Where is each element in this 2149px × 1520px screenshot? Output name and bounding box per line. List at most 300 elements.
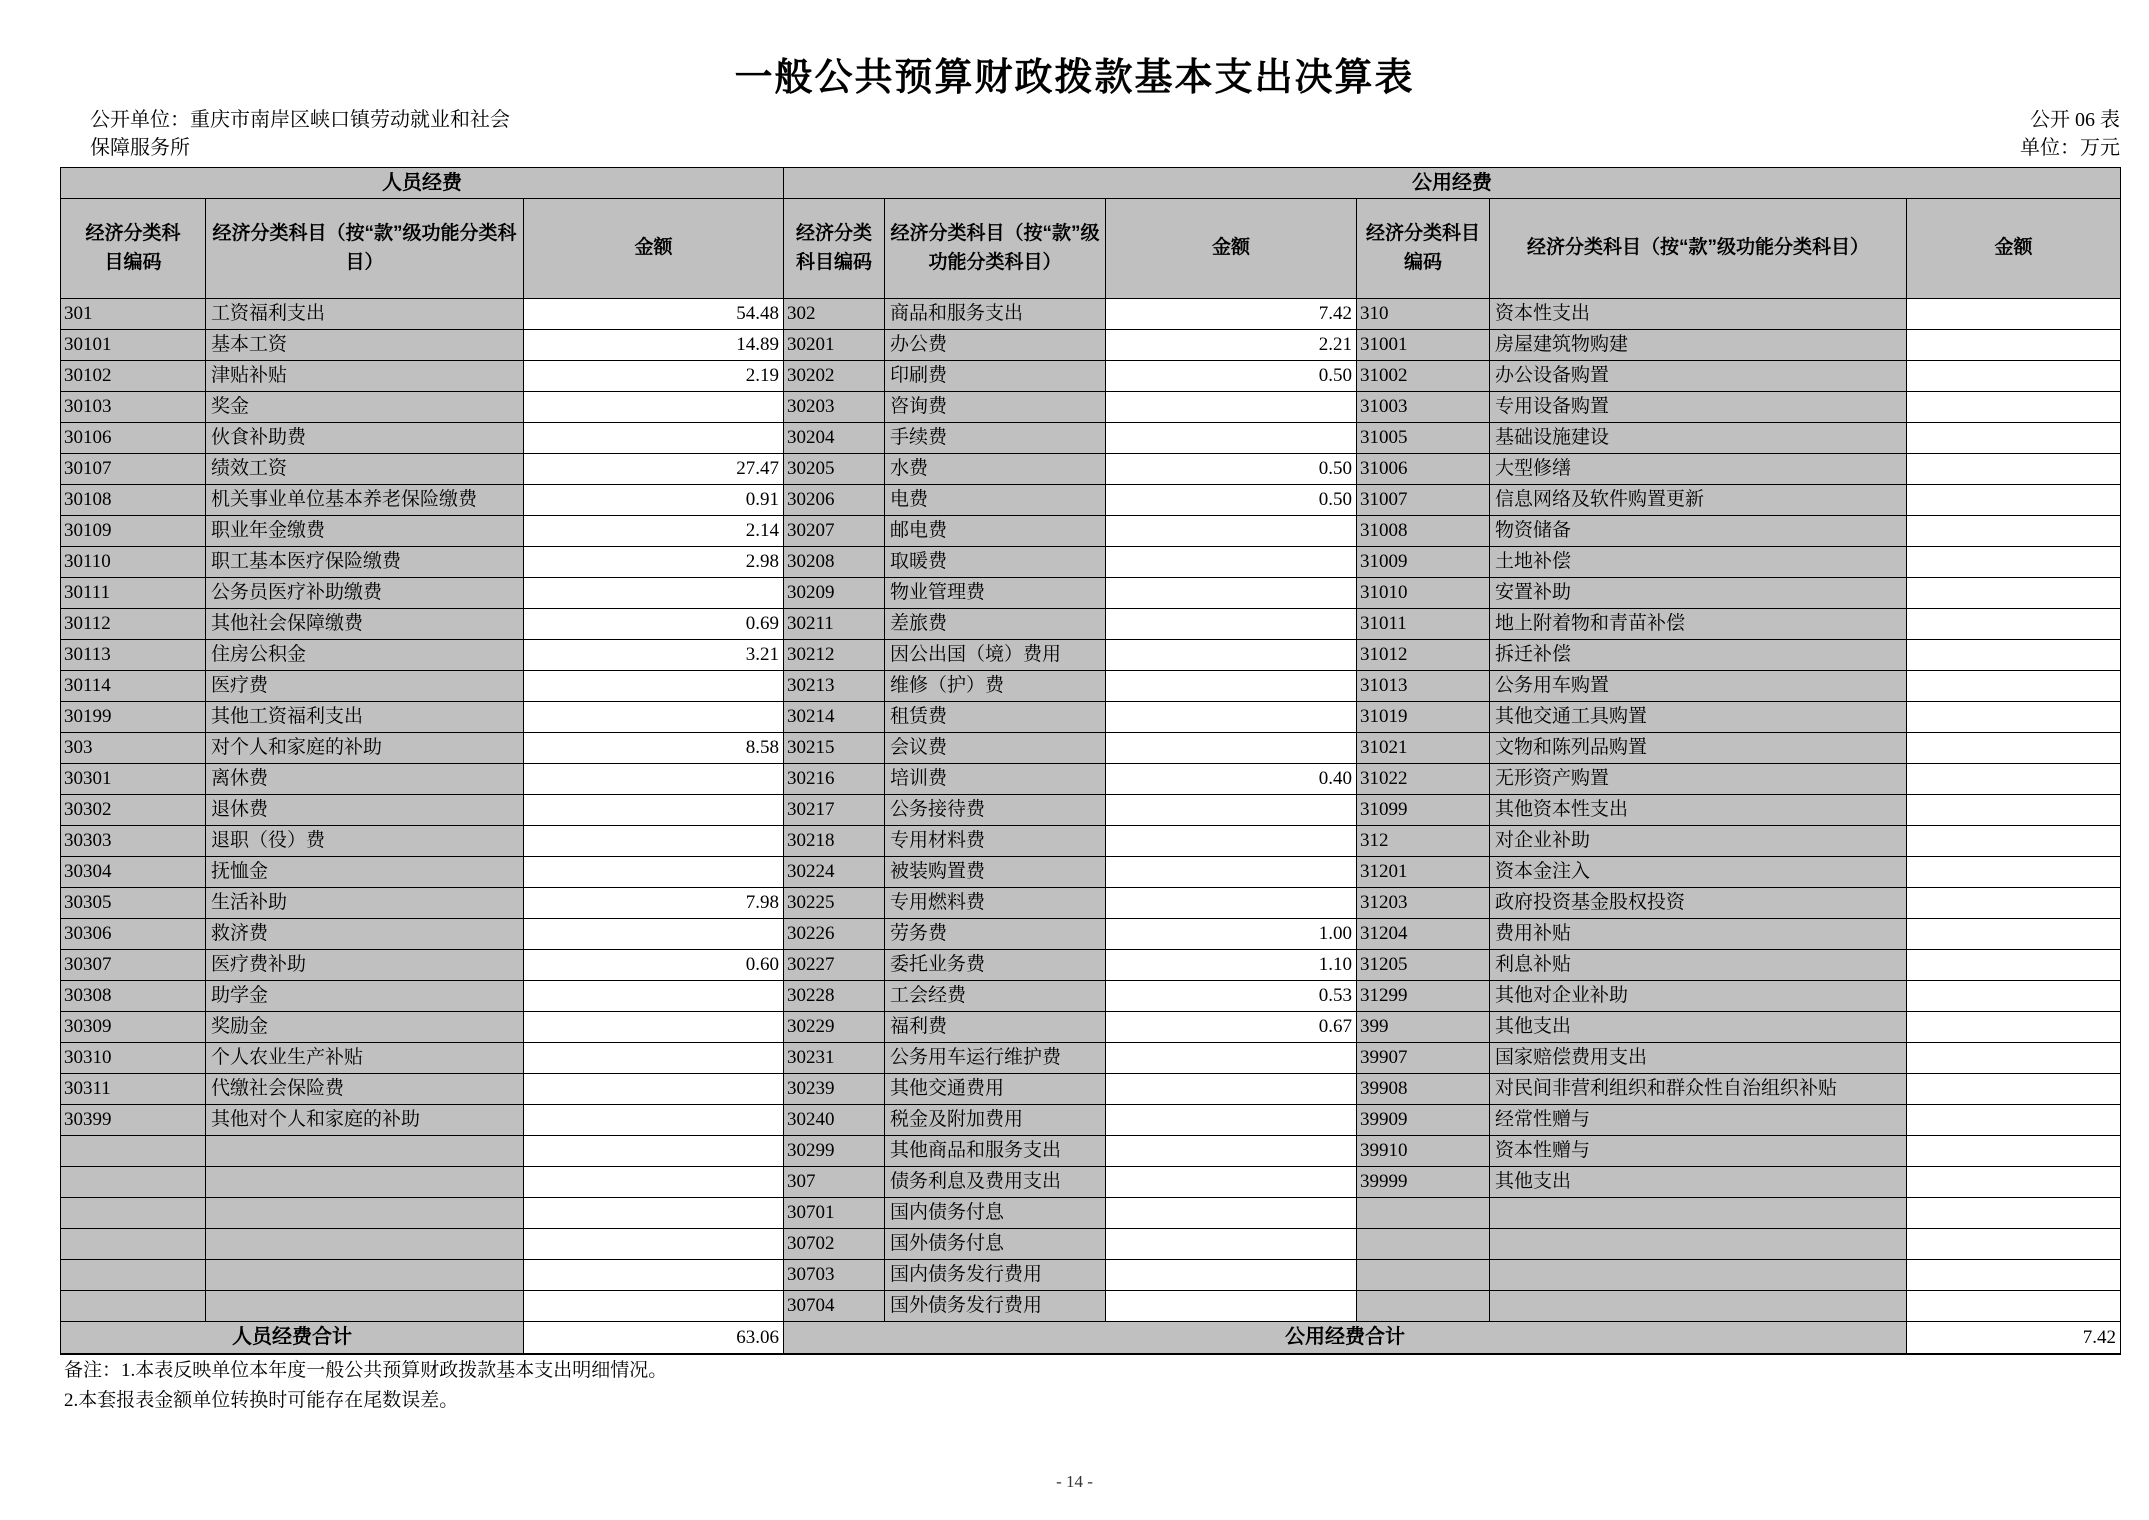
cell-subject bbox=[206, 1136, 524, 1167]
cell-subject: 医疗费补助 bbox=[206, 950, 524, 981]
cell-code: 30112 bbox=[61, 609, 206, 640]
personnel-total-label: 人员经费合计 bbox=[61, 1322, 524, 1355]
cell-amount bbox=[1907, 671, 2121, 702]
table-row bbox=[61, 733, 2121, 764]
cell-code: 31005 bbox=[1357, 423, 1490, 454]
cell-code: 30215 bbox=[784, 733, 885, 764]
cell-code: 30305 bbox=[61, 888, 206, 919]
table-row bbox=[61, 640, 2121, 671]
cell-subject: 拆迁补偿 bbox=[1490, 640, 1907, 671]
cell-code: 31204 bbox=[1357, 919, 1490, 950]
cell-code: 30308 bbox=[61, 981, 206, 1012]
cell-amount bbox=[1106, 423, 1357, 454]
cell-subject: 职工基本医疗保险缴费 bbox=[206, 547, 524, 578]
cell-subject: 退休费 bbox=[206, 795, 524, 826]
cell-code bbox=[61, 1136, 206, 1167]
cell-code: 30109 bbox=[61, 516, 206, 547]
notes bbox=[64, 1356, 667, 1416]
cell-amount bbox=[524, 1291, 784, 1322]
col-header-amount-2: 金额 bbox=[1106, 199, 1357, 299]
cell-code: 30217 bbox=[784, 795, 885, 826]
table-row bbox=[61, 857, 2121, 888]
cell-amount bbox=[1907, 1167, 2121, 1198]
table-row bbox=[61, 392, 2121, 423]
cell-amount bbox=[1106, 671, 1357, 702]
cell-amount bbox=[524, 1043, 784, 1074]
cell-amount bbox=[1106, 733, 1357, 764]
cell-code bbox=[61, 1260, 206, 1291]
table-row bbox=[61, 795, 2121, 826]
cell-subject: 债务利息及费用支出 bbox=[885, 1167, 1106, 1198]
cell-amount: 0.91 bbox=[524, 485, 784, 516]
cell-amount bbox=[1907, 702, 2121, 733]
cell-code: 31007 bbox=[1357, 485, 1490, 516]
cell-subject: 国外债务发行费用 bbox=[885, 1291, 1106, 1322]
public-total-label: 公用经费合计 bbox=[784, 1322, 1907, 1355]
cell-amount: 2.19 bbox=[524, 361, 784, 392]
public-total-value: 7.42 bbox=[1907, 1322, 2121, 1355]
cell-code: 30302 bbox=[61, 795, 206, 826]
cell-code: 30207 bbox=[784, 516, 885, 547]
cell-amount bbox=[524, 1105, 784, 1136]
cell-subject: 被装购置费 bbox=[885, 857, 1106, 888]
cell-amount bbox=[524, 826, 784, 857]
cell-subject: 绩效工资 bbox=[206, 454, 524, 485]
table-row bbox=[61, 299, 2121, 330]
cell-code: 31012 bbox=[1357, 640, 1490, 671]
cell-code: 39908 bbox=[1357, 1074, 1490, 1105]
cell-subject: 资本性赠与 bbox=[1490, 1136, 1907, 1167]
cell-code bbox=[1357, 1229, 1490, 1260]
cell-code: 31022 bbox=[1357, 764, 1490, 795]
cell-subject: 经常性赠与 bbox=[1490, 1105, 1907, 1136]
cell-amount: 0.40 bbox=[1106, 764, 1357, 795]
cell-amount bbox=[1106, 1291, 1357, 1322]
cell-code: 30102 bbox=[61, 361, 206, 392]
cell-amount: 2.14 bbox=[524, 516, 784, 547]
cell-code: 30218 bbox=[784, 826, 885, 857]
section-header-row bbox=[61, 168, 2121, 199]
cell-subject bbox=[206, 1229, 524, 1260]
cell-subject: 对个人和家庭的补助 bbox=[206, 733, 524, 764]
cell-amount bbox=[524, 981, 784, 1012]
cell-code: 30101 bbox=[61, 330, 206, 361]
cell-subject: 劳务费 bbox=[885, 919, 1106, 950]
cell-amount bbox=[1907, 609, 2121, 640]
cell-subject bbox=[1490, 1260, 1907, 1291]
cell-subject: 维修（护）费 bbox=[885, 671, 1106, 702]
cell-amount: 1.00 bbox=[1106, 919, 1357, 950]
cell-subject: 信息网络及软件购置更新 bbox=[1490, 485, 1907, 516]
cell-code: 30202 bbox=[784, 361, 885, 392]
cell-code: 399 bbox=[1357, 1012, 1490, 1043]
cell-amount bbox=[1106, 1136, 1357, 1167]
cell-subject: 手续费 bbox=[885, 423, 1106, 454]
cell-subject: 公务用车运行维护费 bbox=[885, 1043, 1106, 1074]
cell-amount bbox=[524, 702, 784, 733]
cell-subject: 其他支出 bbox=[1490, 1012, 1907, 1043]
cell-subject: 退职（役）费 bbox=[206, 826, 524, 857]
cell-code: 30211 bbox=[784, 609, 885, 640]
cell-code: 30201 bbox=[784, 330, 885, 361]
cell-code: 30701 bbox=[784, 1198, 885, 1229]
cell-amount bbox=[524, 764, 784, 795]
cell-amount bbox=[1907, 1198, 2121, 1229]
cell-amount: 54.48 bbox=[524, 299, 784, 330]
col-header-code-1: 经济分类科目编码 bbox=[61, 199, 206, 299]
cell-amount bbox=[524, 919, 784, 950]
cell-subject: 文物和陈列品购置 bbox=[1490, 733, 1907, 764]
cell-subject bbox=[206, 1291, 524, 1322]
cell-subject: 基本工资 bbox=[206, 330, 524, 361]
table-row bbox=[61, 981, 2121, 1012]
table-row bbox=[61, 764, 2121, 795]
cell-amount: 0.53 bbox=[1106, 981, 1357, 1012]
cell-amount bbox=[1907, 1043, 2121, 1074]
cell-code bbox=[1357, 1260, 1490, 1291]
table-row bbox=[61, 361, 2121, 392]
cell-amount bbox=[1907, 516, 2121, 547]
table-row bbox=[61, 485, 2121, 516]
page-title: 一般公共预算财政拨款基本支出决算表 bbox=[734, 57, 1415, 99]
cell-code: 30114 bbox=[61, 671, 206, 702]
cell-amount bbox=[1106, 795, 1357, 826]
cell-subject: 水费 bbox=[885, 454, 1106, 485]
table-row bbox=[61, 1012, 2121, 1043]
cell-subject: 专用材料费 bbox=[885, 826, 1106, 857]
personnel-total-value: 63.06 bbox=[524, 1322, 784, 1355]
cell-subject: 国内债务发行费用 bbox=[885, 1260, 1106, 1291]
cell-amount: 3.21 bbox=[524, 640, 784, 671]
cell-subject: 租赁费 bbox=[885, 702, 1106, 733]
cell-code: 30225 bbox=[784, 888, 885, 919]
cell-code: 39910 bbox=[1357, 1136, 1490, 1167]
cell-code: 30229 bbox=[784, 1012, 885, 1043]
table-row bbox=[61, 1105, 2121, 1136]
cell-subject: 其他社会保障缴费 bbox=[206, 609, 524, 640]
table-meta bbox=[2020, 106, 2120, 162]
cell-subject: 差旅费 bbox=[885, 609, 1106, 640]
table-row bbox=[61, 454, 2121, 485]
cell-code: 30306 bbox=[61, 919, 206, 950]
budget-table bbox=[60, 167, 2121, 1355]
cell-amount bbox=[1106, 1198, 1357, 1229]
cell-code bbox=[61, 1198, 206, 1229]
cell-amount bbox=[1907, 547, 2121, 578]
cell-subject: 其他交通费用 bbox=[885, 1074, 1106, 1105]
cell-amount bbox=[1907, 392, 2121, 423]
cell-code: 30703 bbox=[784, 1260, 885, 1291]
cell-amount bbox=[1907, 950, 2121, 981]
cell-code: 31006 bbox=[1357, 454, 1490, 485]
cell-subject: 伙食补助费 bbox=[206, 423, 524, 454]
cell-code: 30107 bbox=[61, 454, 206, 485]
cell-code: 31008 bbox=[1357, 516, 1490, 547]
cell-code: 30205 bbox=[784, 454, 885, 485]
cell-code bbox=[61, 1167, 206, 1198]
cell-code: 30199 bbox=[61, 702, 206, 733]
cell-code: 31019 bbox=[1357, 702, 1490, 733]
cell-amount bbox=[1907, 1136, 2121, 1167]
cell-subject: 办公设备购置 bbox=[1490, 361, 1907, 392]
cell-code: 30214 bbox=[784, 702, 885, 733]
cell-code: 30231 bbox=[784, 1043, 885, 1074]
cell-code: 31003 bbox=[1357, 392, 1490, 423]
cell-subject: 邮电费 bbox=[885, 516, 1106, 547]
cell-amount bbox=[1907, 299, 2121, 330]
col-header-code-2: 经济分类科目编码 bbox=[784, 199, 885, 299]
cell-amount bbox=[1106, 392, 1357, 423]
cell-subject: 救济费 bbox=[206, 919, 524, 950]
table-row bbox=[61, 702, 2121, 733]
cell-amount: 0.50 bbox=[1106, 454, 1357, 485]
cell-code bbox=[61, 1291, 206, 1322]
cell-subject: 商品和服务支出 bbox=[885, 299, 1106, 330]
cell-subject: 其他交通工具购置 bbox=[1490, 702, 1907, 733]
cell-amount bbox=[524, 1198, 784, 1229]
cell-subject: 医疗费 bbox=[206, 671, 524, 702]
cell-amount bbox=[524, 1167, 784, 1198]
table-row bbox=[61, 1136, 2121, 1167]
cell-amount bbox=[1106, 516, 1357, 547]
cell-amount bbox=[1106, 547, 1357, 578]
cell-subject: 机关事业单位基本养老保险缴费 bbox=[206, 485, 524, 516]
cell-amount bbox=[1106, 888, 1357, 919]
cell-code: 30108 bbox=[61, 485, 206, 516]
cell-subject bbox=[206, 1167, 524, 1198]
cell-amount: 0.50 bbox=[1106, 485, 1357, 516]
cell-code: 31013 bbox=[1357, 671, 1490, 702]
cell-amount bbox=[1907, 1229, 2121, 1260]
cell-amount: 7.42 bbox=[1106, 299, 1357, 330]
cell-amount bbox=[1106, 1074, 1357, 1105]
cell-amount: 2.98 bbox=[524, 547, 784, 578]
cell-subject: 税金及附加费用 bbox=[885, 1105, 1106, 1136]
cell-code: 30209 bbox=[784, 578, 885, 609]
cell-amount bbox=[1907, 1105, 2121, 1136]
cell-subject: 抚恤金 bbox=[206, 857, 524, 888]
cell-subject: 其他对个人和家庭的补助 bbox=[206, 1105, 524, 1136]
cell-code bbox=[1357, 1198, 1490, 1229]
cell-amount bbox=[1907, 640, 2121, 671]
cell-amount bbox=[524, 578, 784, 609]
col-header-subject-3: 经济分类科目（按“款”级功能分类科目） bbox=[1490, 199, 1907, 299]
cell-code: 31002 bbox=[1357, 361, 1490, 392]
cell-subject: 公务用车购置 bbox=[1490, 671, 1907, 702]
table-row bbox=[61, 1291, 2121, 1322]
table-row bbox=[61, 609, 2121, 640]
cell-code: 301 bbox=[61, 299, 206, 330]
table-row bbox=[61, 826, 2121, 857]
cell-amount bbox=[1106, 1105, 1357, 1136]
cell-code: 30301 bbox=[61, 764, 206, 795]
cell-code: 30110 bbox=[61, 547, 206, 578]
cell-code: 39907 bbox=[1357, 1043, 1490, 1074]
cell-subject: 对企业补助 bbox=[1490, 826, 1907, 857]
cell-amount bbox=[1907, 733, 2121, 764]
cell-code: 31021 bbox=[1357, 733, 1490, 764]
cell-subject: 离休费 bbox=[206, 764, 524, 795]
table-row bbox=[61, 1167, 2121, 1198]
cell-code: 30208 bbox=[784, 547, 885, 578]
cell-amount bbox=[1106, 1229, 1357, 1260]
cell-amount bbox=[1106, 826, 1357, 857]
unit-label: 单位：万元 bbox=[2020, 137, 2120, 159]
cell-subject: 专用设备购置 bbox=[1490, 392, 1907, 423]
cell-code: 30203 bbox=[784, 392, 885, 423]
page-number: - 14 - bbox=[1056, 1472, 1093, 1491]
cell-subject: 大型修缮 bbox=[1490, 454, 1907, 485]
cell-amount: 1.10 bbox=[1106, 950, 1357, 981]
cell-amount bbox=[1907, 578, 2121, 609]
cell-amount: 7.98 bbox=[524, 888, 784, 919]
cell-subject: 助学金 bbox=[206, 981, 524, 1012]
cell-code: 31010 bbox=[1357, 578, 1490, 609]
cell-amount bbox=[1106, 609, 1357, 640]
cell-subject: 因公出国（境）费用 bbox=[885, 640, 1106, 671]
cell-code: 30228 bbox=[784, 981, 885, 1012]
cell-subject: 培训费 bbox=[885, 764, 1106, 795]
cell-subject: 其他工资福利支出 bbox=[206, 702, 524, 733]
section-header-public: 公用经费 bbox=[784, 168, 2121, 199]
cell-subject: 专用燃料费 bbox=[885, 888, 1106, 919]
cell-code: 30304 bbox=[61, 857, 206, 888]
table-row bbox=[61, 330, 2121, 361]
cell-code: 31205 bbox=[1357, 950, 1490, 981]
cell-subject: 地上附着物和青苗补偿 bbox=[1490, 609, 1907, 640]
cell-amount: 0.69 bbox=[524, 609, 784, 640]
cell-subject bbox=[206, 1198, 524, 1229]
cell-code: 30310 bbox=[61, 1043, 206, 1074]
cell-code: 30113 bbox=[61, 640, 206, 671]
cell-subject: 房屋建筑物购建 bbox=[1490, 330, 1907, 361]
cell-code: 30106 bbox=[61, 423, 206, 454]
cell-amount bbox=[524, 857, 784, 888]
cell-code: 31201 bbox=[1357, 857, 1490, 888]
cell-subject: 会议费 bbox=[885, 733, 1106, 764]
cell-amount bbox=[524, 423, 784, 454]
cell-amount bbox=[1106, 857, 1357, 888]
cell-code: 30111 bbox=[61, 578, 206, 609]
cell-subject: 无形资产购置 bbox=[1490, 764, 1907, 795]
cell-subject: 安置补助 bbox=[1490, 578, 1907, 609]
cell-amount bbox=[1907, 919, 2121, 950]
cell-subject: 费用补贴 bbox=[1490, 919, 1907, 950]
cell-amount bbox=[1106, 640, 1357, 671]
cell-subject: 其他资本性支出 bbox=[1490, 795, 1907, 826]
cell-code: 39909 bbox=[1357, 1105, 1490, 1136]
table-row bbox=[61, 1043, 2121, 1074]
cell-code: 30307 bbox=[61, 950, 206, 981]
table-row bbox=[61, 671, 2121, 702]
cell-amount bbox=[1907, 1012, 2121, 1043]
cell-code bbox=[61, 1229, 206, 1260]
cell-code: 31203 bbox=[1357, 888, 1490, 919]
col-header-code-3: 经济分类科目编码 bbox=[1357, 199, 1490, 299]
note-line: 备注：1.本表反映单位本年度一般公共预算财政拨款基本支出明细情况。 bbox=[64, 1360, 668, 1381]
cell-amount bbox=[524, 1012, 784, 1043]
cell-amount: 0.50 bbox=[1106, 361, 1357, 392]
column-header-row bbox=[61, 199, 2121, 299]
cell-amount bbox=[1907, 330, 2121, 361]
cell-amount bbox=[1907, 1291, 2121, 1322]
note-line: 2.本套报表金额单位转换时可能存在尾数误差。 bbox=[64, 1390, 459, 1411]
cell-code: 31099 bbox=[1357, 795, 1490, 826]
cell-code: 30299 bbox=[784, 1136, 885, 1167]
cell-amount bbox=[1907, 1074, 2121, 1105]
cell-code: 30702 bbox=[784, 1229, 885, 1260]
cell-subject: 生活补助 bbox=[206, 888, 524, 919]
table-row bbox=[61, 888, 2121, 919]
cell-code: 39999 bbox=[1357, 1167, 1490, 1198]
table-row bbox=[61, 1260, 2121, 1291]
cell-subject: 奖金 bbox=[206, 392, 524, 423]
cell-amount bbox=[1907, 361, 2121, 392]
cell-subject: 土地补偿 bbox=[1490, 547, 1907, 578]
cell-subject: 取暖费 bbox=[885, 547, 1106, 578]
col-header-subject-1: 经济分类科目（按“款”级功能分类科目） bbox=[206, 199, 524, 299]
cell-subject bbox=[206, 1260, 524, 1291]
cell-amount bbox=[1106, 1260, 1357, 1291]
cell-code: 30303 bbox=[61, 826, 206, 857]
cell-code: 30399 bbox=[61, 1105, 206, 1136]
cell-code: 30103 bbox=[61, 392, 206, 423]
cell-subject bbox=[1490, 1229, 1907, 1260]
cell-subject: 奖励金 bbox=[206, 1012, 524, 1043]
cell-code: 31009 bbox=[1357, 547, 1490, 578]
table-row bbox=[61, 950, 2121, 981]
col-header-subject-2: 经济分类科目（按“款”级功能分类科目） bbox=[885, 199, 1106, 299]
table-row bbox=[61, 1074, 2121, 1105]
cell-subject: 国家赔偿费用支出 bbox=[1490, 1043, 1907, 1074]
cell-amount bbox=[524, 671, 784, 702]
cell-amount bbox=[1907, 423, 2121, 454]
cell-code: 307 bbox=[784, 1167, 885, 1198]
cell-code: 30216 bbox=[784, 764, 885, 795]
cell-code: 30239 bbox=[784, 1074, 885, 1105]
cell-code: 303 bbox=[61, 733, 206, 764]
cell-code: 30704 bbox=[784, 1291, 885, 1322]
cell-subject: 咨询费 bbox=[885, 392, 1106, 423]
cell-subject: 资本性支出 bbox=[1490, 299, 1907, 330]
cell-subject: 印刷费 bbox=[885, 361, 1106, 392]
cell-amount bbox=[1907, 1260, 2121, 1291]
cell-code: 312 bbox=[1357, 826, 1490, 857]
cell-subject: 国外债务付息 bbox=[885, 1229, 1106, 1260]
cell-subject: 政府投资基金股权投资 bbox=[1490, 888, 1907, 919]
cell-amount bbox=[1106, 702, 1357, 733]
cell-subject: 国内债务付息 bbox=[885, 1198, 1106, 1229]
cell-amount: 8.58 bbox=[524, 733, 784, 764]
cell-subject: 工会经费 bbox=[885, 981, 1106, 1012]
publish-unit: 公开单位：重庆市南岸区峡口镇劳动就业和社会保障服务所 bbox=[90, 109, 510, 159]
cell-code: 30204 bbox=[784, 423, 885, 454]
cell-amount bbox=[524, 1074, 784, 1105]
cell-subject: 职业年金缴费 bbox=[206, 516, 524, 547]
col-header-amount-1: 金额 bbox=[524, 199, 784, 299]
table-row bbox=[61, 578, 2121, 609]
cell-amount: 0.60 bbox=[524, 950, 784, 981]
cell-amount bbox=[1907, 826, 2121, 857]
cell-subject: 公务接待费 bbox=[885, 795, 1106, 826]
cell-code: 30213 bbox=[784, 671, 885, 702]
cell-subject: 福利费 bbox=[885, 1012, 1106, 1043]
table-row bbox=[61, 1198, 2121, 1229]
cell-amount bbox=[1907, 795, 2121, 826]
cell-amount: 27.47 bbox=[524, 454, 784, 485]
table-row bbox=[61, 1229, 2121, 1260]
col-header-amount-3: 金额 bbox=[1907, 199, 2121, 299]
